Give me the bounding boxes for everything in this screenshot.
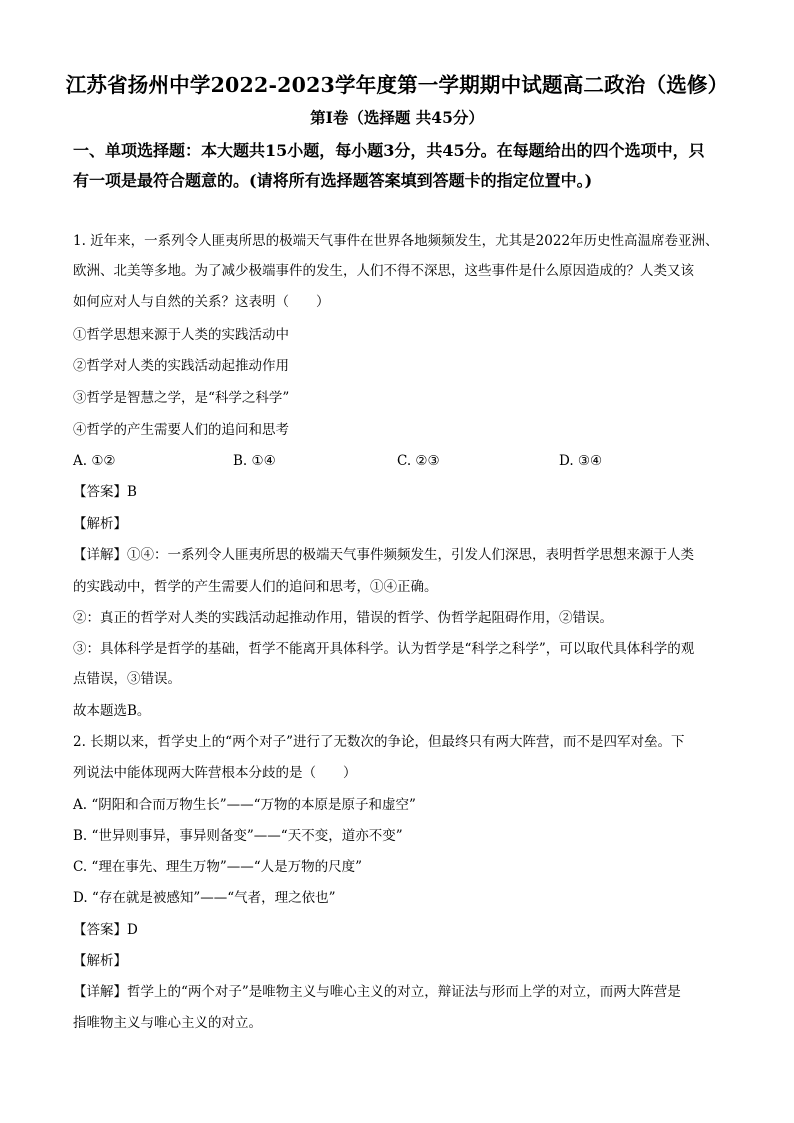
section-subtitle: 第Ⅰ卷（选择题 共45分）: [310, 108, 484, 127]
q1-option-c: C. ②③: [397, 453, 440, 469]
q1-detail-line-3: ②：真正的哲学对人类的实践活动起推动作用，错误的哲学、伪哲学起阻碍作用，②错误。: [73, 610, 613, 626]
q1-item-1: ①哲学思想来源于人类的实践活动中: [73, 327, 289, 343]
q1-detail-line-2: 的实践动中，哲学的产生需要人们的追问和思考，①④正确。: [73, 579, 438, 595]
q2-option-b: B. “世异则事异，事异则备变”——“天不变，道亦不变”: [73, 828, 403, 844]
q1-detail-line-4: ③：具体科学是哲学的基础，哲学不能离开具体科学。认为哲学是“科学之科学”，可以取代具体科学的观: [73, 641, 695, 657]
q1-item-2: ②哲学对人类的实践活动起推动作用: [73, 358, 289, 374]
q2-answer: 【答案】D: [73, 922, 138, 938]
q2-option-c: C. “理在事先、理生万物”——“人是万物的尺度”: [73, 859, 363, 875]
q1-stem-line-2: 欧洲、北美等多地。为了减少极端事件的发生，人们不得不深思，这些事件是什么原因造成的？人类又该: [73, 263, 694, 279]
q1-detail-line-1: 【详解】①④：一系列令人匪夷所思的极端天气事件频频发生，引发人们深思，表明哲学思想来源于人类: [73, 547, 694, 563]
q1-item-3: ③哲学是智慧之学，是“科学之科学”: [73, 390, 290, 406]
q2-stem-line-1: 2. 长期以来，哲学史上的“两个对子”进行了无数次的争论，但最终只有两大阵营，而不是四军对垒。下: [73, 734, 685, 750]
q1-option-b: B. ①④: [233, 453, 276, 469]
q2-detail-line-1: 【详解】哲学上的“两个对子”是唯物主义与唯心主义的对立，辩证法与形而上学的对立，而两大阵营是: [73, 984, 681, 1000]
section-instructions-line-1: 一、单项选择题：本大题共15小题，每小题3分，共45分。在每题给出的四个选项中，只: [73, 141, 705, 160]
page-title: 江苏省扬州中学2022-2023学年度第一学期期中试题高二政治（选修）: [65, 73, 729, 97]
q2-detail-line-2: 指唯物主义与唯心主义的对立。: [73, 1015, 262, 1031]
q2-analysis-label: 【解析】: [73, 953, 127, 969]
q1-option-a: A. ①②: [73, 453, 116, 469]
q1-option-d: D. ③④: [559, 453, 603, 469]
q1-item-4: ④哲学的产生需要人们的追问和思考: [73, 422, 289, 438]
q1-answer: 【答案】B: [73, 484, 137, 500]
section-instructions-line-2: 有一项是最符合题意的。(请将所有选择题答案填到答题卡的指定位置中。): [73, 171, 593, 190]
q2-option-d: D. “存在就是被感知”——“气者，理之依也”: [73, 890, 336, 906]
q1-conclusion: 故本题选B。: [73, 703, 151, 719]
q1-stem-line-1: 1. 近年来，一系列令人匪夷所思的极端天气事件在世界各地频频发生，尤其是2022年历史性高温席卷亚洲、: [73, 233, 719, 249]
q2-option-a: A. “阴阳和合而万物生长”——“万物的本原是原子和虚空”: [73, 797, 416, 813]
q1-analysis-label: 【解析】: [73, 516, 127, 532]
q1-stem-line-3: 如何应对人与自然的关系？这表明（ ）: [73, 294, 330, 310]
q1-detail-line-5: 点错误，③错误。: [73, 671, 181, 687]
q2-stem-line-2: 列说法中能体现两大阵营根本分歧的是（ ）: [73, 765, 357, 781]
